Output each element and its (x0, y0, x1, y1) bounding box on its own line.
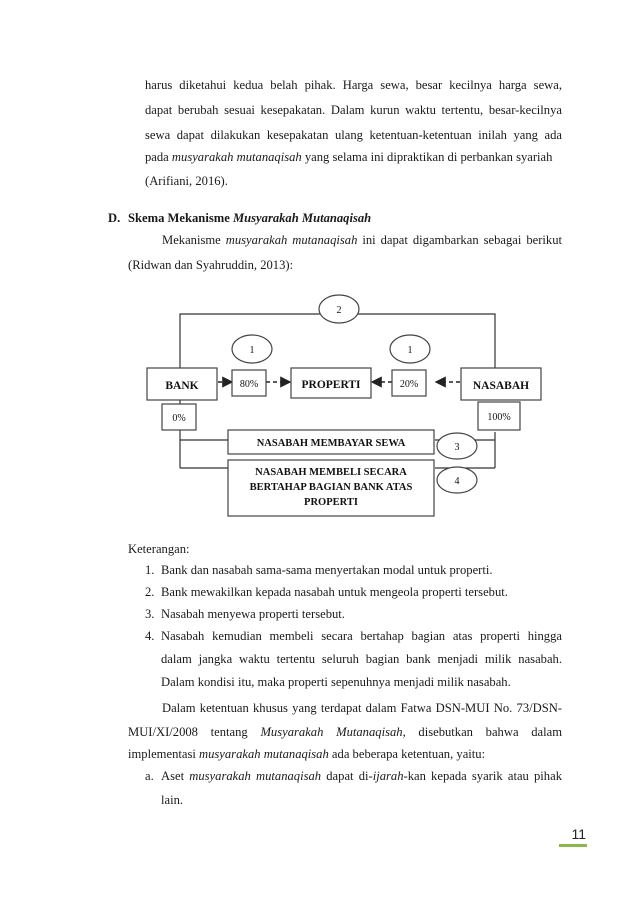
step1-left-number: 1 (249, 345, 255, 356)
beli-label-line1: NASABAH MEMBELI SECARA (255, 467, 407, 478)
keterangan-item-3: Nasabah menyewa properti tersebut. (161, 607, 345, 621)
sewa-label: NASABAH MEMBAYAR SEWA (256, 438, 406, 449)
para1-line5: (Arifiani, 2016). (145, 174, 228, 188)
keterangan-item-4-line1: Nasabah kemudian membeli secara bertahap bagian atas properti hingga (161, 629, 562, 643)
para1-line2: dapat berubah sesuai kesepakatan. Dalam kurun waktu tertentu, besar-kecilnya (145, 103, 562, 117)
properti-label: PROPERTI (301, 379, 361, 391)
list-a-line1: Aset musyarakah mutanaqisah dapat di-ijarah-kan kepada syarik atau pihak (161, 769, 562, 783)
bank-share-label: 0% (172, 413, 186, 424)
section-letter: D. (108, 211, 121, 225)
intro-line1: Mekanisme musyarakah mutanaqisah ini dapat digambarkan sebagai berikut (162, 233, 563, 247)
page-number: 11 (571, 826, 586, 842)
keterangan-item-3-num: 3. (145, 607, 155, 621)
intro-line2: (Ridwan dan Syahruddin, 2013): (128, 258, 294, 272)
nasabah-share-label: 100% (487, 412, 511, 423)
para2-line2: MUI/XI/2008 tentang Musyarakah Mutanaqisah, disebutkan bahwa dalam (128, 725, 563, 739)
page-number-bar (559, 844, 587, 847)
list-a-line2: lain. (161, 793, 184, 807)
para1-line1: harus diketahui kedua belah pihak. Harga sewa, besar kecilnya harga sewa, (145, 78, 562, 92)
step3-number: 3 (454, 442, 460, 453)
keterangan-item-4-line2: dalam jangka waktu tertentu seluruh bagian bank menjadi milik nasabah. (161, 652, 562, 666)
keterangan-item-1-num: 1. (145, 563, 155, 577)
step2-number: 2 (336, 305, 342, 316)
keterangan-title: Keterangan: (128, 542, 190, 556)
nasabah-20-label: 20% (399, 379, 419, 390)
nasabah-label: NASABAH (472, 380, 530, 392)
section-title: Skema Mekanisme Musyarakah Mutanaqisah (128, 211, 372, 225)
para1-line4: pada musyarakah mutanaqisah yang selama ini dipraktikan di perbankan syariah (145, 150, 553, 164)
bank-label: BANK (165, 380, 199, 392)
keterangan-item-2: Bank mewakilkan kepada nasabah untuk mengeola properti tersebut. (161, 585, 508, 599)
keterangan-item-1: Bank dan nasabah sama-sama menyertakan modal untuk properti. (161, 563, 493, 577)
beli-label-line2: BERTAHAP BAGIAN BANK ATAS (249, 482, 413, 493)
beli-label-line3: PROPERTI (304, 497, 358, 508)
step1-right-number: 1 (407, 345, 413, 356)
para1-line3: sewa dapat dilakukan kesepakatan ulang ketentuan-ketentuan inilah yang ada (145, 128, 562, 142)
para2-line1: Dalam ketentuan khusus yang terdapat dalam Fatwa DSN-MUI No. 73/DSN- (162, 701, 562, 715)
step4-number: 4 (454, 476, 460, 487)
bank-80-label: 80% (239, 379, 259, 390)
keterangan-item-4-line3: Dalam kondisi itu, maka properti sepenuhnya menjadi milik nasabah. (161, 675, 511, 689)
para2-line3: implementasi musyarakah mutanaqisah ada beberapa ketentuan, yaitu: (128, 747, 486, 761)
list-a-letter: a. (145, 769, 154, 783)
keterangan-item-2-num: 2. (145, 585, 155, 599)
keterangan-item-4-num: 4. (145, 629, 155, 643)
